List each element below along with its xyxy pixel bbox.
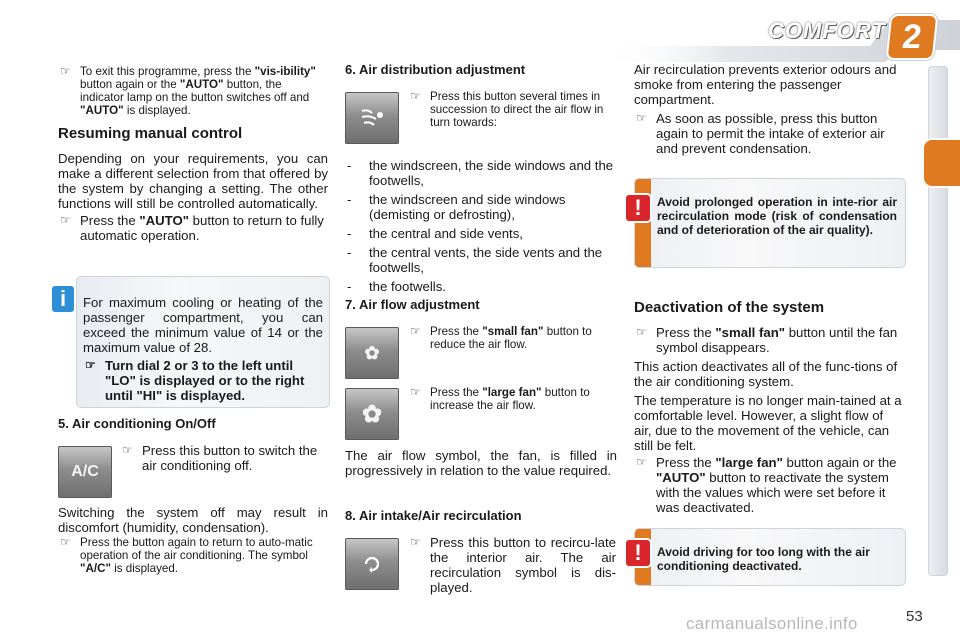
resuming-bullet: ☞ Press the "AUTO" button to return to fully automatic operation.: [58, 213, 328, 243]
page-number: 53: [906, 608, 923, 625]
distribution-item: - the windscreen and side windows (demisting or defrosting),: [345, 192, 617, 222]
page-title: COMFORT: [768, 18, 886, 43]
deactivation-text-1: This action deactivates all of the func-tions of the air conditioning system.: [634, 359, 898, 389]
warning-box-deactivated: [634, 528, 906, 586]
recirculation-bullet: ☞ Press this button to recircu-late the interior air. The air recirculation symbol is dis-played.: [408, 535, 616, 595]
air-distribution-icon: [358, 107, 386, 129]
warning-text-recirculation: Avoid prolonged operation in inte-rior air recirculation mode (risk of condensation and of deterioration of the air quality).: [657, 195, 897, 237]
recirculation-icon: [360, 552, 384, 576]
ac-bullet: ☞ Press this button to switch the air conditioning off.: [120, 443, 328, 473]
recirculation-exterior-bullet: ☞ As soon as possible, press this button again to permit the intake of exterior air and prevent condensation.: [634, 111, 904, 156]
exit-programme-bullet: ☞ To exit this programme, press the "vis-ibility" button again or the "AUTO" button, the indicator lamp on the button switches off and "AUTO" is displayed.: [58, 65, 328, 117]
warning-box-recirculation: [634, 178, 906, 268]
deactivation-bullet-small-fan: ☞ Press the "small fan" button until the fan symbol disappears.: [634, 325, 904, 355]
side-tab-active[interactable]: [924, 140, 960, 186]
small-fan-button-image: [345, 327, 399, 379]
recirculation-button-image: [345, 538, 399, 590]
info-icon: i: [52, 286, 74, 312]
ac-button-label: A/C: [71, 463, 99, 480]
flow-title: 7. Air flow adjustment: [345, 297, 480, 312]
info-bullet: ☞ Turn dial 2 or 3 to the left until "LO" is displayed or to the right until "HI" is displayed.: [83, 358, 323, 403]
warning-icon: !: [626, 540, 650, 566]
small-fan-bullet: ☞ Press the "small fan" button to reduce the air flow.: [408, 325, 616, 351]
chapter-badge: [888, 16, 936, 58]
resuming-title: Resuming manual control: [58, 125, 243, 142]
info-box: [76, 276, 330, 408]
distribution-item: - the footwells.: [345, 279, 617, 294]
distribution-item: - the central and side vents,: [345, 226, 617, 241]
flow-text: The air flow symbol, the fan, is filled in progressively in relation to the value required.: [345, 448, 617, 478]
large-fan-bullet: ☞ Press the "large fan" button to increase the air flow.: [408, 386, 616, 412]
recirculation-text: Air recirculation prevents exterior odours and smoke from entering the passenger compartment.: [634, 62, 897, 107]
ac-button-image: [58, 446, 112, 498]
chapter-number: 2: [900, 18, 924, 56]
warning-text-deactivated: Avoid driving for too long with the air conditioning deactivated.: [657, 545, 870, 573]
distribution-button-image: [345, 92, 399, 144]
distribution-item: - the windscreen, the side windows and the footwells,: [345, 158, 617, 188]
ac-text: Switching the system off may result in discomfort (humidity, condensation).: [58, 505, 328, 535]
large-fan-button-image: [345, 388, 399, 440]
deactivation-title: Deactivation of the system: [634, 299, 825, 316]
deactivation-text-2: The temperature is no longer main-tained at a comfortable level. However, a slight flow of air, due to the movement of the vehicle, can still be felt.: [634, 393, 902, 453]
info-text: For maximum cooling or heating of the passenger compartment, you can exceed the minimum value of 14 or the maximum value of 28.: [83, 295, 323, 355]
distribution-item: - the central vents, the side vents and the footwells,: [345, 245, 617, 275]
ac-title: 5. Air conditioning On/Off: [58, 416, 216, 431]
distribution-title: 6. Air distribution adjustment: [345, 62, 526, 77]
warning-icon: !: [626, 195, 650, 221]
ac-small-bullet: ☞ Press the button again to return to auto-matic operation of the air conditioning. The symbol "A/C" is displayed.: [58, 536, 328, 575]
watermark: carmanualsonline.info: [686, 614, 858, 633]
small-fan-icon: ✿: [364, 342, 380, 363]
recirculation-title: 8. Air intake/Air recirculation: [345, 508, 522, 523]
large-fan-icon: ✿: [361, 400, 383, 428]
resuming-text: Depending on your requirements, you can make a different selection from that offered by the system by changing a setting. The other functions will still be controlled automatically.: [58, 151, 328, 211]
distribution-bullet: ☞ Press this button several times in succession to direct the air flow in turn towards:: [408, 90, 616, 129]
deactivation-bullet-large-fan: ☞ Press the "large fan" button again or the "AUTO" button to reactivate the system with the values which were set before it was deactivated.: [634, 455, 904, 515]
